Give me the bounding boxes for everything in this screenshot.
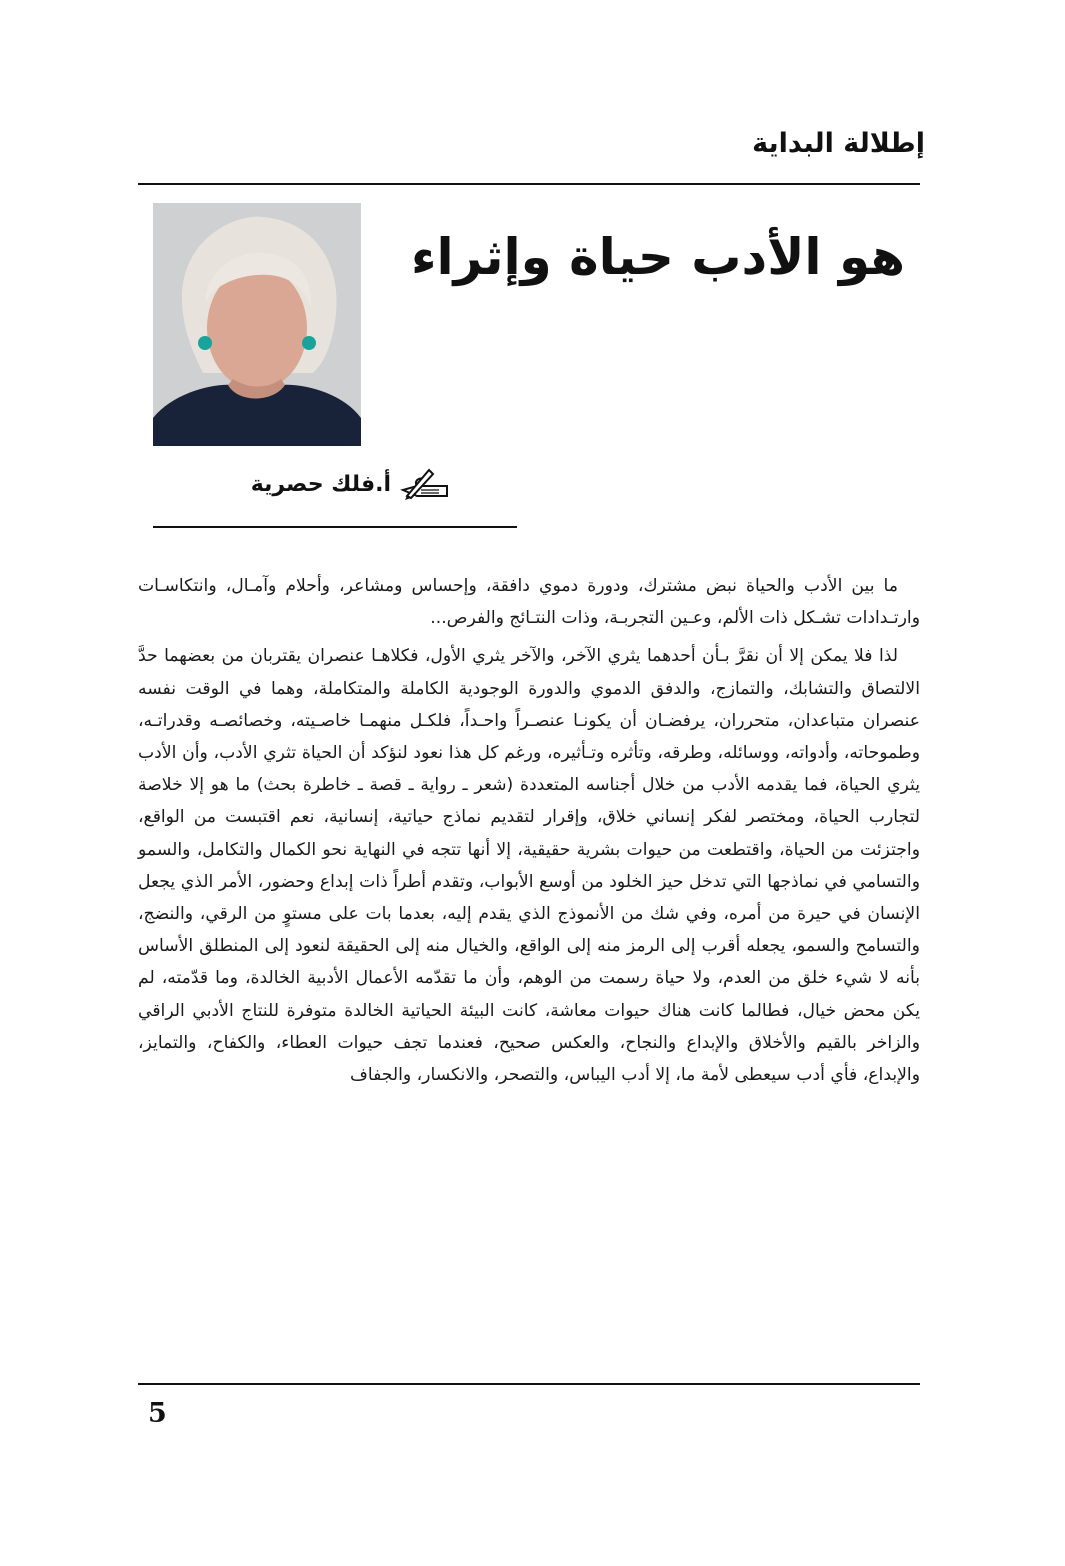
page-number: 5	[148, 1398, 167, 1429]
paragraph: لذا فلا يمكن إلا أن نقرَّ بـأن أحدهما يثري الآخر، والآخر يثري الأول، فكلاهـا عنصران يقتربان من بعضهما حدَّ الالتصاق والتشابك، والتمازج، والدفق الدموي والدورة الوجودية الكاملة والمتكاملة، وهما في الوقت نفسه عنصران متباعدان، متحرران، يرفضـان أن يكونـا عنصـراً واحـداً، فلكـل منهمـا خاصـيته، وخصائصـه وقدراتـه، وطموحاته، وأدواته، ووسائله، وطرقه، وتأثره وتـأثيره، ورغم كل هذا نعود لنؤكد أن الحياة تثري الأدب، وأن الأدب يثري الحياة، فما يقدمه الأدب من خلال أجناسه المتعددة (شعر ـ رواية ـ قصة ـ خاطرة بحث) ما هو إلا خلاصة لتجارب الحياة، ومختصر لفكر إنساني خلاق، وإقرار لتقديم نماذج حياتية، إنسانية، نعم اقتبست من الواقع، واجتزئت من الحياة، واقتطعت من حيوات بشرية حقيقية، إلا أنها تتجه في النهاية نحو الكمال والتكامل، والسمو والتسامي في نماذجها التي تدخل حيز الخلود من أوسع الأبواب، وتقدم أطراً ذات إبداع وحضور، الأمر الذي يجعل الإنسان في حيرة من أمره، وفي شك من الأنموذج الذي يقدم إليه، بعدما بات على مستوٍ من الرقي، والنضج، والتسامح والسمو، يجعله أقرب إلى الرمز منه إلى الواقع، والخيال منه إلى الحقيقة لنعود إلى المنطلق الأساس بأنه لا شيء خلق من العدم، ولا حياة رسمت من الوهم، وأن ما تقدّمه الأعمال الأدبية الخالدة، وما قدّمته، لم يكن محض خيال، فطالما كانت هناك حيوات معاشة، كانت البيئة الحياتية الخالدة متوفرة للنتاج الأدبي الراقي والزاخر بالقيم والأخلاق والإبداع والنجاح، والعكس صحيح، فعندما تجف حيوات العطاء، والكفاح، والتمايز، والإبداع، فأي أدب سيعطى لأمة ما، إلا أدب اليباس، والتصحر، والانكسار، والجفاف	[138, 646, 920, 1086]
pen-writing-icon	[399, 466, 455, 502]
author-byline	[251, 466, 455, 502]
footer-divider	[138, 1383, 920, 1385]
author-name: أ.فلك حصرية	[250, 471, 391, 497]
paragraph: ما بين الأدب والحياة نبض مشترك، ودورة دموي دافقة، وإحساس ومشاعر، وأحلام وآمـال، وانتكاسـات وارتـدادات تشـكل ذات الألم، وعـين التجربـة، وذات النتـائج والفرص...	[138, 576, 920, 629]
article-title: هو الأدب حياة وإثراء	[410, 228, 905, 286]
author-divider	[153, 526, 517, 528]
article-body	[138, 570, 920, 1091]
author-photo	[153, 203, 361, 446]
author-portrait-icon	[153, 203, 361, 446]
section-label: إطلالة البداية	[752, 128, 925, 159]
header-divider	[138, 183, 920, 185]
